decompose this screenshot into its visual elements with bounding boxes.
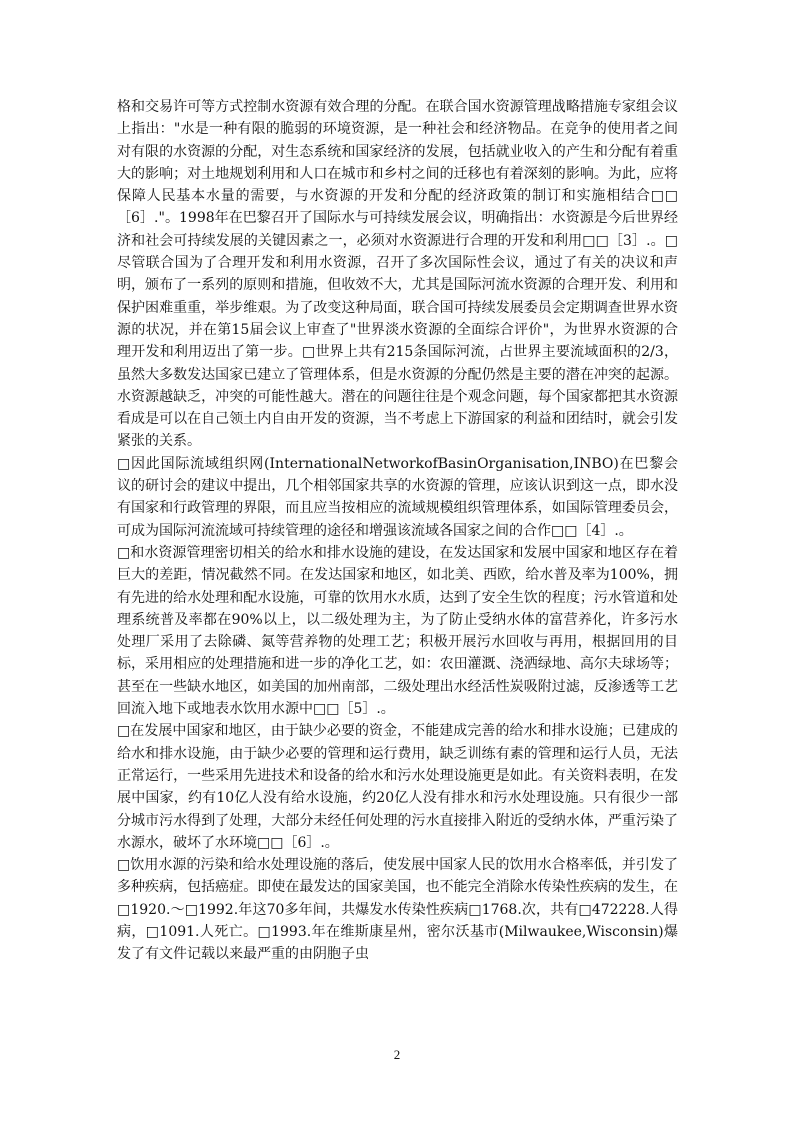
page-number: 2 [393,1047,401,1062]
paragraph-5: □饮用水源的污染和给水处理设施的落后，使发展中国家人民的饮用水合格率低，并引发了多种疾病，包括癌症。即使在最发达的国家美国，也不能完全消除水传染性疾病的发生，在□1920.～□1992.年这70多年间，共爆发水传染性疾病□1768.次，共有□472228.人得病，□1091.人死亡。□1993.年在维斯康星州，密尔沃基市(Milwaukee,Wisconsin)爆发了有文件记载以来最严重的由阴胞子虫 [117,857,678,963]
paragraph-4: □在发展中国家和地区，由于缺少必要的资金，不能建成完善的给水和排水设施；已建成的给水和排水设施，由于缺少必要的管理和运行费用，缺乏训练有素的管理和运行人员，无法正常运行，一些采用先进技术和设备的给水和污水处理设施更是如此。有关资料表明，在发展中国家，约有10亿人没有给水设施，约20亿人没有排水和污水处理设施。只有很少一部分城市污水得到了处理，大部分未经任何处理的污水直接排入附近的受纳水体，严重污染了水源水，破坏了水环境□□［6］.。 [117,723,678,851]
paragraph-3: □和水资源管理密切相关的给水和排水设施的建设，在发达国家和发展中国家和地区存在着巨大的差距，情况截然不同。在发达国家和地区，如北美、西欧，给水普及率为100%，拥有先进的给水处理和配水设施，可靠的饮用水水质，达到了安全生饮的程度；污水管道和处理系统普及率都在90%以上，以二级处理为主，为了防止受纳水体的富营养化，许多污水处理厂采用了去除磷、氮等营养物的处理工艺；积极开展污水回收与再用，根据回用的目标，采用相应的处理措施和进一步的净化工艺，如：农田灌溉、浇洒绿地、高尔夫球场等；甚至在一些缺水地区，如美国的加州南部，二级处理出水经活性炭吸附过滤，反渗透等工艺回流入地下或地表水饮用水源中□□［5］.。 [117,544,678,718]
paragraph-2: □因此国际流域组织网(InternationalNetworkofBasinOrganisation,INBO)在巴黎会议的研讨会的建议中提出，几个相邻国家共享的水资源的管理，应该认识到这一点，即水没有国家和行政管理的界限，而且应当按相应的流域规模组织管理体系，如国际管理委员会，可成为国际河流流域可持续管理的途径和增强该流域各国家之间的合作□□［4］.。 [117,455,678,539]
paragraph-1: 格和交易许可等方式控制水资源有效合理的分配。在联合国水资源管理战略措施专家组会议上指出："水是一种有限的脆弱的环境资源，是一种社会和经济物品。在竞争的使用者之间对有限的水资源的分配，对生态系统和国家经济的发展，包括就业收入的产生和分配有着重大的影响；对土地规划利用和人口在城市和乡村之间的迁移也有着深刻的影响。为此，应将保障人民基本水量的需要，与水资源的开发和分配的经济政策的制订和实施相结合□□［6］."。1998年在巴黎召开了国际水与可持续发展会议，明确指出：水资源是今后世界经济和社会可持续发展的关键因素之一，必须对水资源进行合理的开发和利用□□［3］.。□尽管联合国为了合理开发和利用水资源，召开了多次国际性会议，通过了有关的决议和声明，颁布了一系列的原则和措施，但收效不大，尤其是国际河流水资源的合理开发、利用和保护困难重重，举步维艰。为了改变这种局面，联合国可持续发展委员会定期调查世界水资源的状况，并在第15届会议上审查了"世界淡水资源的全面综合评价"，为世界水资源的合理开发和利用迈出了第一步。□世界上共有215条国际河流，占世界主要流域面积的2/3，虽然大多数发达国家已建立了管理体系，但是水资源的分配仍然是主要的潜在冲突的起源。水资源越缺乏，冲突的可能性越大。潜在的问题往往是个观念问题，每个国家都把其水资源看成是可以在自己领土内自由开发的资源，当不考虑上下游国家的利益和团结时，就会引发紧张的关系。 [117,99,678,450]
body-text [117,96,678,966]
